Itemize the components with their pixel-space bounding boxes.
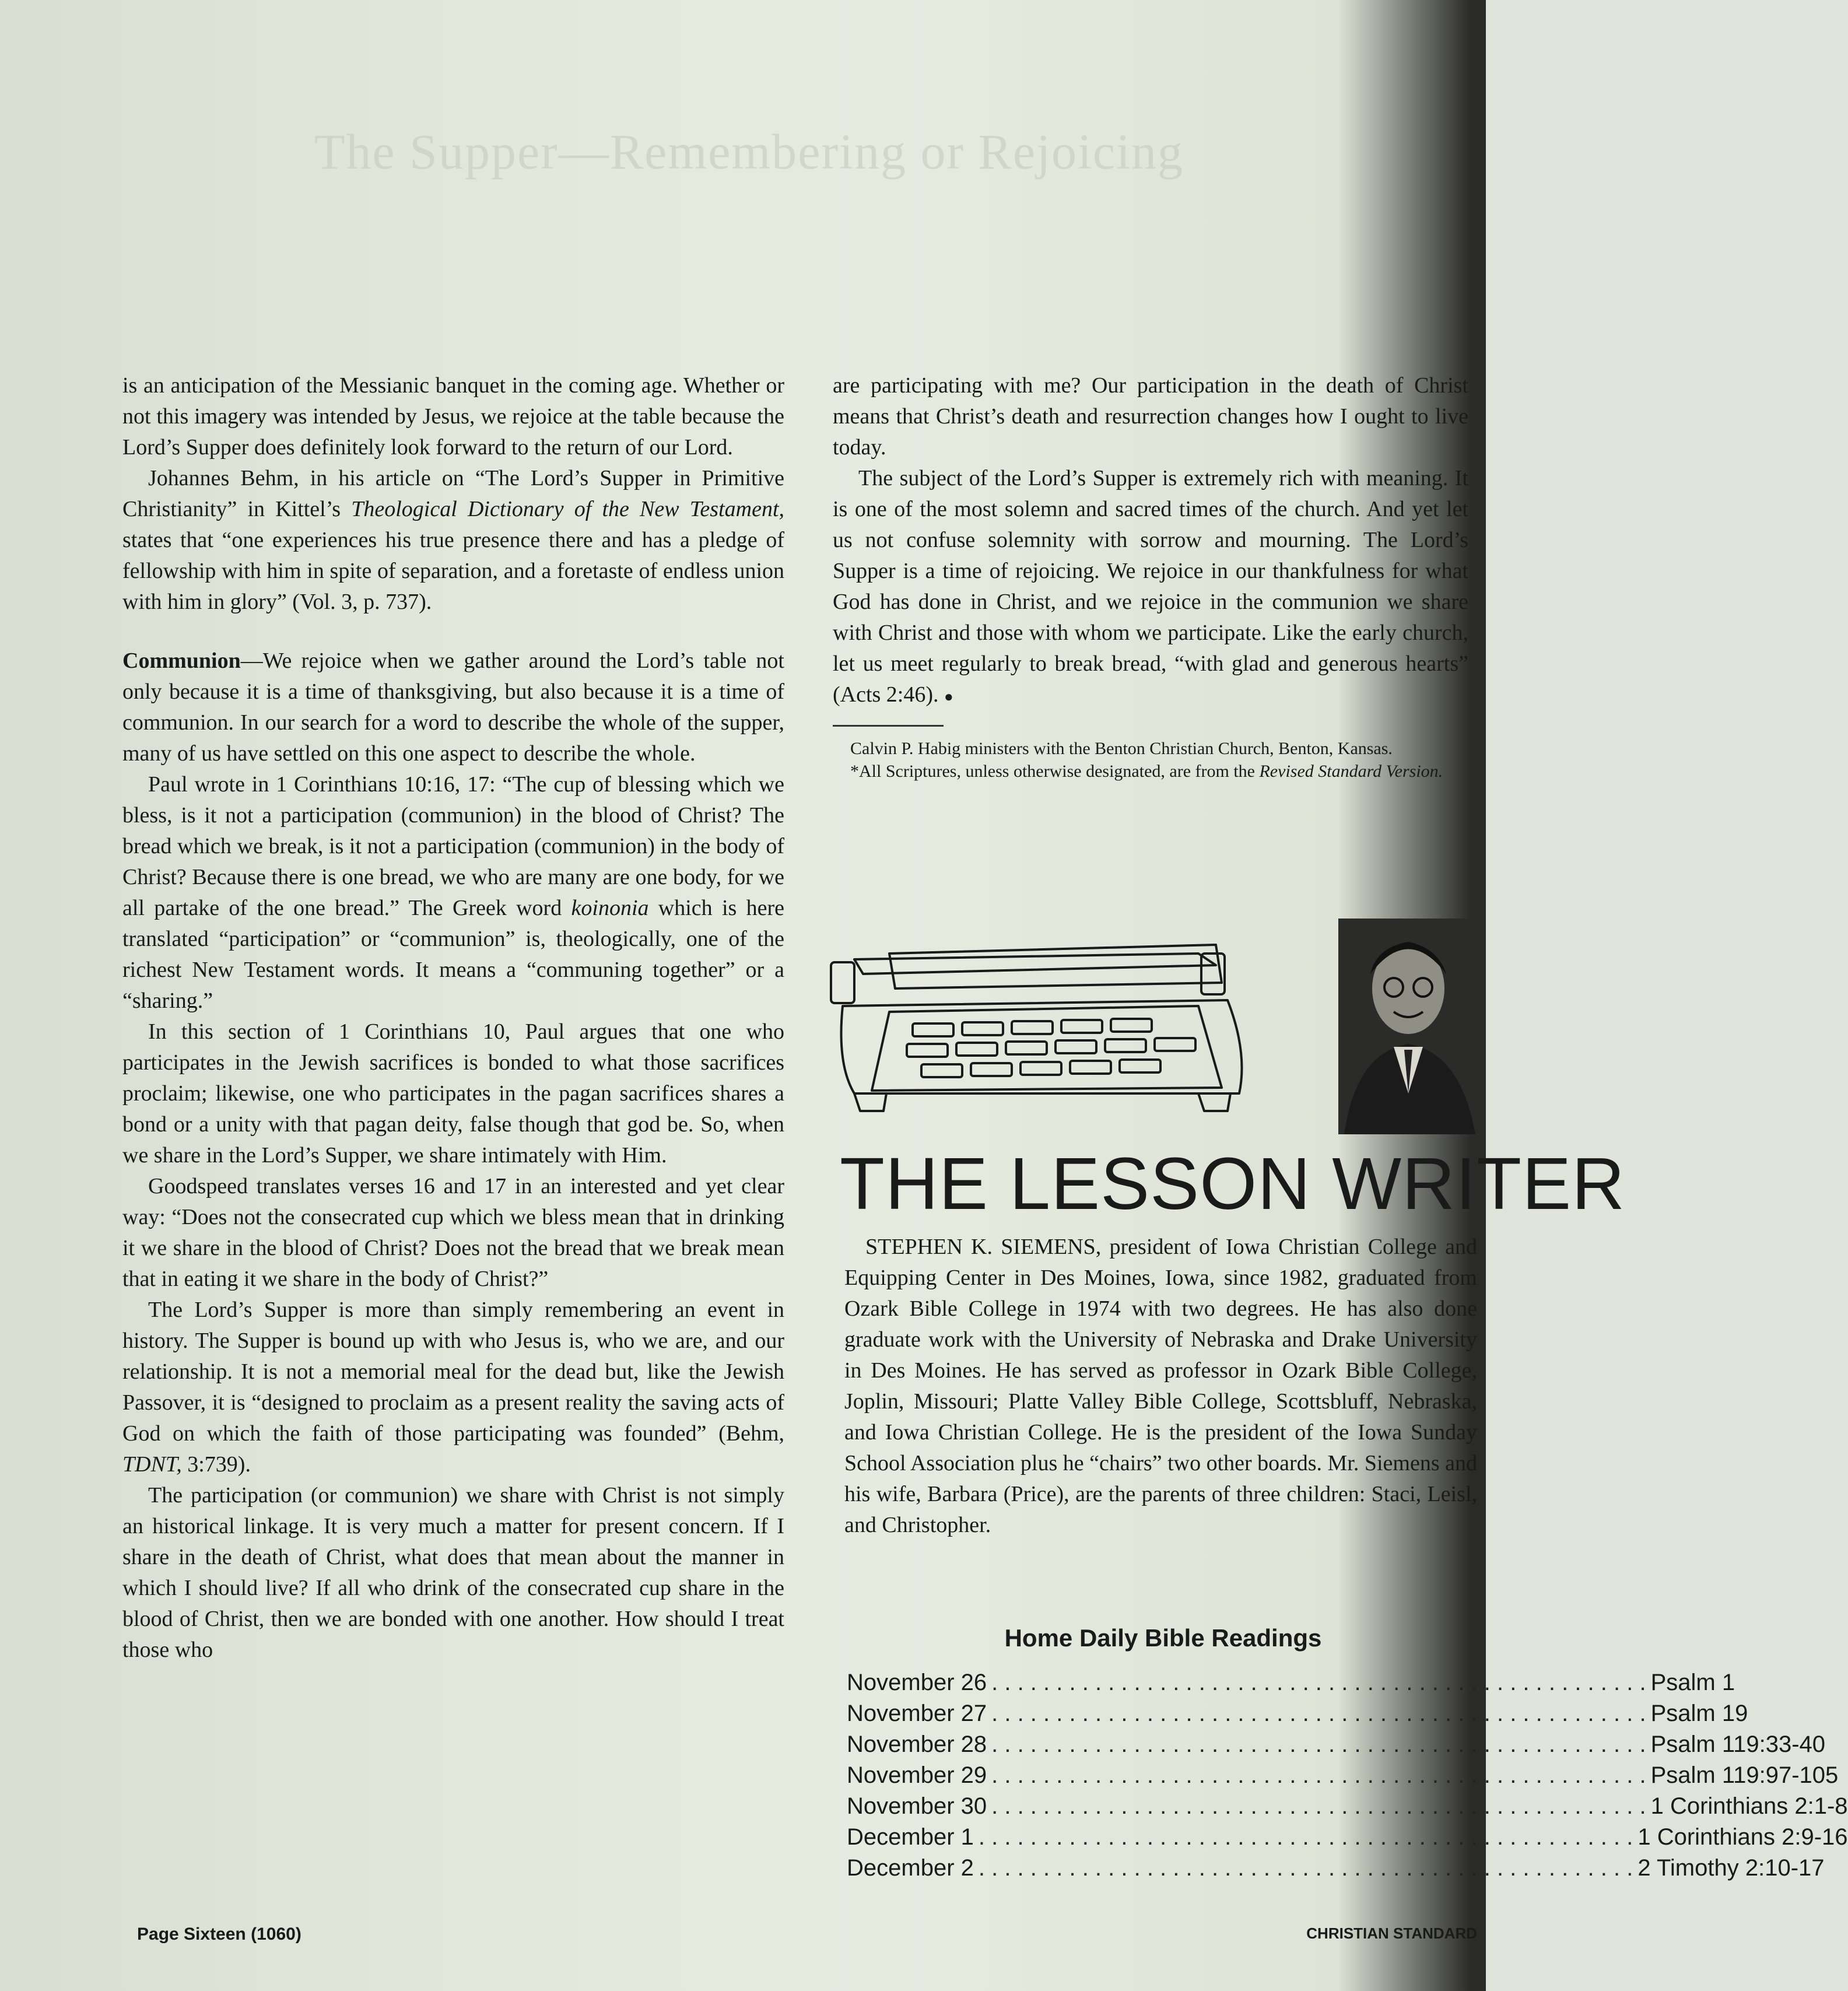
readings-title: Home Daily Bible Readings <box>1004 1624 1322 1652</box>
section-heading: Communion <box>122 649 241 673</box>
reading-row <box>847 1760 1839 1791</box>
page-number: Page Sixteen (1060) <box>137 1925 301 1944</box>
lesson-writer-artwork <box>819 919 1475 1146</box>
paragraph: are participating with me? Our participation in the death of Christ means that Christ’s death and resurrection changes how I ought to live today. <box>833 373 1468 460</box>
end-of-article-mark: ● <box>944 688 953 705</box>
reading-row <box>847 1853 1825 1884</box>
reading-date: November 29 <box>847 1762 987 1788</box>
paragraph: The Lord’s Supper is more than simply remembering an event in history. The Supper is bound up with who Jesus is, who we are, and our relationship. It is not a memorial meal for the dead but, like the Jewish Passover, it is “designed to proclaim as a present reality the saving acts of God on which the faith of those participating was founded” (Behm, TDNT, 3:739). <box>122 1298 784 1477</box>
paragraph: The subject of the Lord’s Supper is extremely rich with meaning. It is one of the most solemn and sacred times of the church. And yet let us not confuse solemnity with sorrow and mourning. The Lord’s Supper is a time of rejoicing. We rejoice in our thankfulness for what God has done in Christ, and we rejoice in the communion we share with Christ and those with whom we participate. Like the early church, let us meet regularly to break bread, “with glad and generous hearts” (Acts 2:46). ● <box>833 466 1468 707</box>
reading-date: November 26 <box>847 1670 987 1695</box>
footnote-rule <box>833 725 944 727</box>
reading-reference: Psalm 119:33-40 <box>1650 1731 1826 1757</box>
leader-dots <box>979 1822 1633 1853</box>
author-note: Calvin P. Habig ministers with the Benton Christian Church, Benton, Kansas. <box>850 738 1393 758</box>
reading-reference: Psalm 119:97-105 <box>1650 1762 1839 1788</box>
reading-date: November 28 <box>847 1731 987 1757</box>
reading-reference: 1 Corinthians 2:9-16 <box>1637 1824 1848 1850</box>
reading-date: November 30 <box>847 1793 987 1819</box>
bible-readings <box>847 1624 1848 1884</box>
typewriter-illustration <box>831 945 1242 1111</box>
author-bio <box>844 1232 1477 1541</box>
paragraph: In this section of 1 Corinthians 10, Paul argues that one who participates in the Jewish sacrifices is bonded to what those sacrifices proclaim; likewise, one who participates in the pagan sacrifices shares a bond or a unity with that pagan deity, false though that god be. So, when we share in the Lord’s Supper, we share intimately with Him. <box>122 1019 784 1168</box>
author-photo <box>1338 919 1475 1134</box>
reading-reference: 1 Corinthians 2:1-8 <box>1650 1793 1848 1819</box>
reading-row <box>847 1822 1848 1853</box>
publication-name: CHRISTIAN STANDARD <box>1306 1925 1477 1942</box>
reading-row <box>847 1791 1848 1822</box>
left-column <box>122 370 784 1666</box>
paragraph: The participation (or communion) we share with Christ is not simply an historical linkage. It is very much a matter for present concern. If I share in the death of Christ, what does that mean about the manner in which I should live? If all who drink of the consecrated cup share in the blood of Christ, then we are bonded with one another. How should I treat those who <box>122 1483 784 1662</box>
paragraph: is an anticipation of the Messianic banquet in the coming age. Whether or not this imagery was intended by Jesus, we rejoice at the table because the Lord’s Supper does definitely look forward to the return of our Lord. <box>122 373 784 460</box>
paragraph: Paul wrote in 1 Corinthians 10:16, 17: “The cup of blessing which we bless, is it not a participation (communion) in the blood of Christ? The bread which we break, is it not a participation (communion) in the body of Christ? Because there is one bread, we who are many are one body, for we all partake of the one bread.” The Greek word koinonia which is here translated “participation” or “communion” is, theologically, one of the richest New Testament words. It means a “communing together” or a “sharing.” <box>122 772 784 1013</box>
bleed-through-title: The Supper—Remembering or Rejoicing <box>314 124 1184 180</box>
leader-dots <box>991 1760 1646 1791</box>
reading-row <box>847 1729 1826 1760</box>
leader-dots <box>991 1667 1646 1698</box>
leader-dots <box>979 1853 1633 1884</box>
scripture-note: *All Scriptures, unless otherwise designated, are from the Revised Standard Version. <box>850 761 1443 781</box>
leader-dots <box>991 1729 1646 1760</box>
right-column <box>833 370 1468 783</box>
paragraph: Goodspeed translates verses 16 and 17 in an interested and yet clear way: “Does not the consecrated cup which we bless mean that in drinking it we share in the blood of Christ? Does not the bread that we break mean that in eating it we share in the body of Christ?” <box>122 1174 784 1291</box>
footnotes <box>833 737 1468 783</box>
reading-date: December 2 <box>847 1855 974 1881</box>
section-title: THE LESSON WRITER <box>840 1142 1626 1225</box>
reading-reference: Psalm 19 <box>1650 1701 1748 1726</box>
leader-dots <box>991 1698 1646 1729</box>
reading-row <box>847 1698 1748 1729</box>
reading-date: November 27 <box>847 1701 987 1726</box>
leader-dots <box>991 1791 1646 1822</box>
reading-row <box>847 1667 1735 1698</box>
paragraph: STEPHEN K. SIEMENS, president of Iowa Christian College and Equipping Center in Des Moines, Iowa, since 1982, graduated from Ozark Bible College in 1974 with two degrees. He has also done graduate work with the University of Nebraska and Drake University in Des Moines. He has served as professor in Ozark Bible College, Joplin, Missouri; Platte Valley Bible College, Scottsbluff, Nebraska, and Iowa Christian College. He is the president of the Iowa Sunday School Association plus he “chairs” two other boards. Mr. Siemens and his wife, Barbara (Price), are the parents of three children: Staci, Leisl, and Christopher. <box>844 1235 1477 1537</box>
paragraph-communion: Communion—We rejoice when we gather around the Lord’s table not only because it is a time of thanksgiving, but also because it is a time of communion. In our search for a word to describe the whole of the supper, many of us have settled on this one aspect to describe the whole. <box>122 649 784 766</box>
reading-date: December 1 <box>847 1824 974 1850</box>
reading-reference: Psalm 1 <box>1650 1670 1735 1695</box>
reading-reference: 2 Timothy 2:10-17 <box>1637 1855 1825 1881</box>
paragraph: Johannes Behm, in his article on “The Lord’s Supper in Primitive Christianity” in Kittel’s Theological Dictionary of the New Testament, states that “one experiences his true presence there and has a pledge of fellowship with him in spite of separation, and a foretaste of endless union with him in glory” (Vol. 3, p. 737). <box>122 466 784 614</box>
